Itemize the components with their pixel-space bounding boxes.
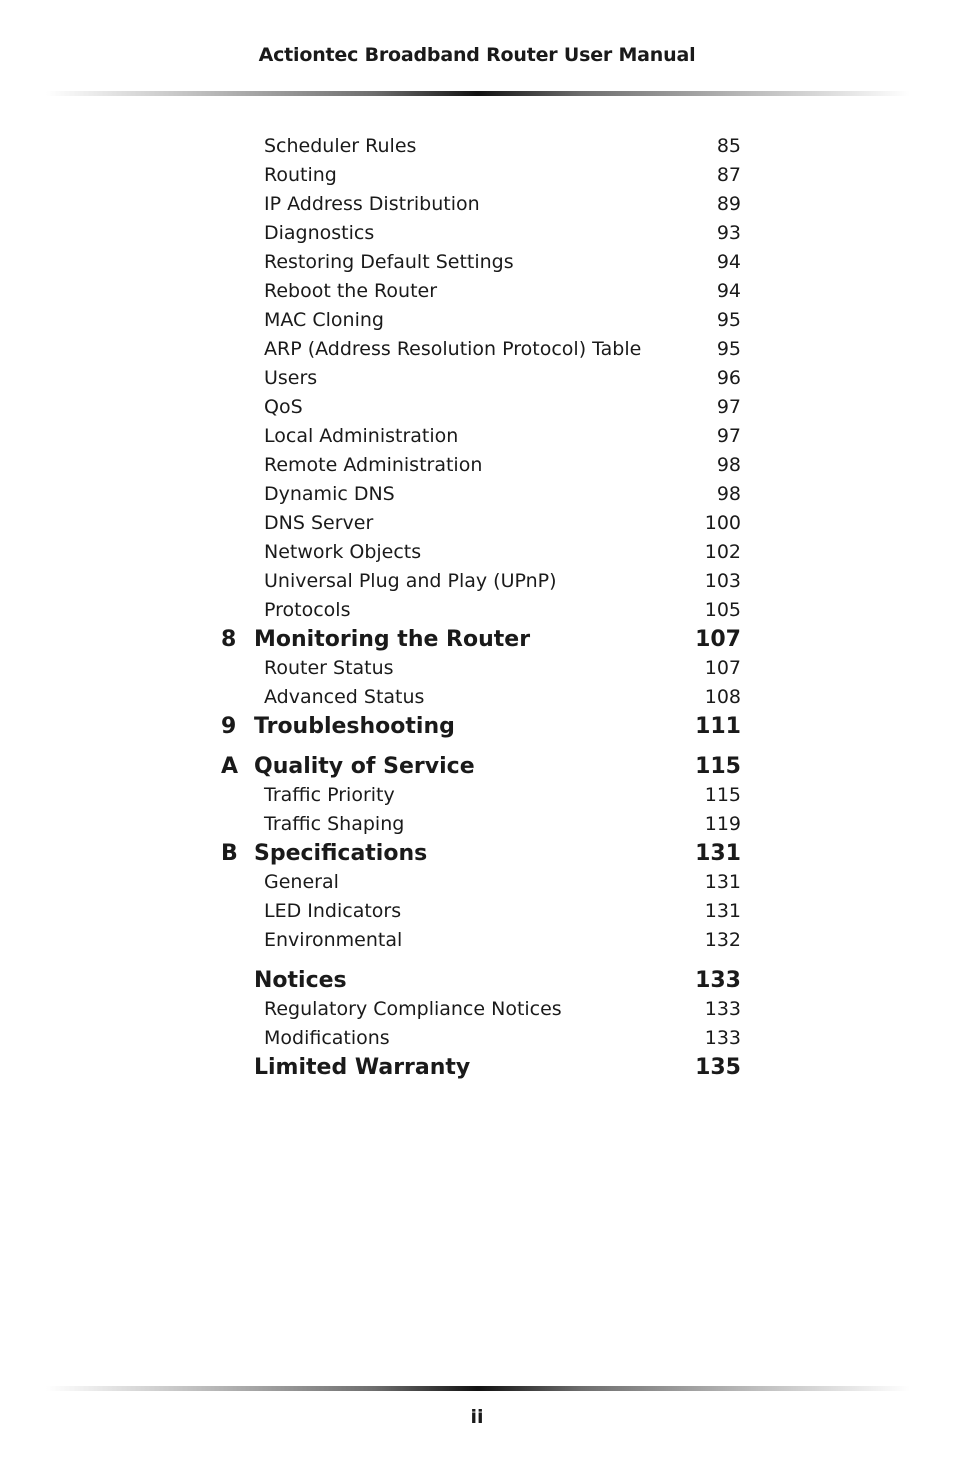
toc-entry-label: Reboot the Router [264,280,438,302]
toc-section-entry[interactable] [0,654,954,683]
header-divider [46,91,910,96]
toc-chapter-number: A [221,754,239,779]
toc-chapter-entry[interactable] [0,712,954,741]
toc-entry-label: Regulatory Compliance Notices [264,998,562,1020]
toc-entry-label: Monitoring the Router [254,627,531,652]
toc-entry-page: 135 [695,1055,741,1080]
toc-entry-label: Local Administration [264,425,459,447]
toc-entry-page: 94 [716,251,741,273]
toc-chapter-number: 9 [221,714,237,739]
toc-section-entry[interactable] [0,248,954,277]
toc-entry-page: 133 [704,998,741,1020]
toc-entry-label: MAC Cloning [264,309,384,331]
toc-entry-label: Notices [254,968,347,993]
toc-entry-label: IP Address Distribution [264,193,480,215]
toc-chapter-entry[interactable] [0,839,954,868]
toc-section-entry[interactable] [0,306,954,335]
toc-entry-label: Limited Warranty [254,1055,471,1080]
toc-entry-label: Protocols [264,599,351,621]
table-of-contents [0,132,954,1082]
toc-section-entry[interactable] [0,480,954,509]
toc-entry-label: Traffic Shaping [264,813,405,835]
toc-entry-page: 133 [704,1027,741,1049]
toc-entry-page: 115 [695,754,741,779]
toc-section-entry[interactable] [0,190,954,219]
toc-entry-page: 96 [716,367,741,389]
footer-divider [46,1386,910,1391]
toc-entry-label: ARP (Address Resolution Protocol) Table [264,338,642,360]
toc-entry-page: 94 [716,280,741,302]
toc-entry-label: LED Indicators [264,900,402,922]
toc-section-entry[interactable] [0,926,954,955]
toc-section-entry[interactable] [0,1024,954,1053]
toc-section-entry[interactable] [0,132,954,161]
toc-entry-page: 97 [716,425,741,447]
toc-entry-label: Quality of Service [254,754,475,779]
toc-entry-label: Remote Administration [264,454,483,476]
toc-section-entry[interactable] [0,897,954,926]
toc-entry-page: 93 [716,222,741,244]
page-number: ii [470,1406,484,1428]
toc-entry-page: 105 [704,599,741,621]
toc-entry-label: Dynamic DNS [264,483,395,505]
toc-entry-page: 131 [704,871,741,893]
toc-chapter-entry[interactable] [0,752,954,781]
toc-section-entry[interactable] [0,995,954,1024]
toc-entry-page: 119 [704,813,741,835]
toc-entry-label: Diagnostics [264,222,375,244]
toc-section-entry[interactable] [0,596,954,625]
toc-entry-label: Universal Plug and Play (UPnP) [264,570,557,592]
toc-entry-page: 100 [704,512,741,534]
toc-entry-label: General [264,871,339,893]
toc-section-entry[interactable] [0,868,954,897]
toc-section-entry[interactable] [0,393,954,422]
toc-entry-page: 89 [716,193,741,215]
toc-section-entry[interactable] [0,509,954,538]
toc-entry-label: Restoring Default Settings [264,251,514,273]
toc-entry-page: 132 [704,929,741,951]
toc-entry-label: Modifications [264,1027,390,1049]
toc-chapter-number: B [221,841,238,866]
toc-entry-page: 131 [704,900,741,922]
toc-section-entry[interactable] [0,335,954,364]
toc-section-entry[interactable] [0,451,954,480]
toc-entry-page: 111 [695,714,741,739]
toc-entry-label: Router Status [264,657,394,679]
toc-entry-label: Troubleshooting [254,714,455,739]
toc-entry-label: Routing [264,164,337,186]
toc-entry-page: 87 [716,164,741,186]
toc-entry-page: 102 [704,541,741,563]
toc-entry-label: Specifications [254,841,428,866]
toc-chapter-number: 8 [221,627,237,652]
toc-entry-page: 98 [716,454,741,476]
toc-entry-label: DNS Server [264,512,374,534]
toc-entry-label: Environmental [264,929,403,951]
toc-chapter-entry[interactable] [0,1053,954,1082]
toc-entry-page: 95 [716,338,741,360]
toc-entry-page: 133 [695,968,741,993]
toc-entry-label: Users [264,367,318,389]
toc-chapter-entry[interactable] [0,625,954,654]
toc-entry-page: 107 [704,657,741,679]
toc-entry-page: 98 [716,483,741,505]
toc-section-entry[interactable] [0,364,954,393]
toc-entry-page: 97 [716,396,741,418]
toc-entry-label: Scheduler Rules [264,135,417,157]
toc-entry-label: Network Objects [264,541,422,563]
toc-entry-label: QoS [264,396,303,418]
toc-section-entry[interactable] [0,219,954,248]
toc-entry-label: Traffic Priority [264,784,395,806]
toc-entry-page: 107 [695,627,741,652]
toc-entry-page: 108 [704,686,741,708]
toc-entry-label: Advanced Status [264,686,425,708]
header-title: Actiontec Broadband Router User Manual [258,44,696,66]
toc-section-entry[interactable] [0,683,954,712]
toc-section-entry[interactable] [0,538,954,567]
toc-entry-page: 131 [695,841,741,866]
toc-section-entry[interactable] [0,422,954,451]
toc-entry-page: 85 [716,135,741,157]
toc-section-entry[interactable] [0,277,954,306]
toc-entry-page: 115 [704,784,741,806]
toc-section-entry[interactable] [0,781,954,810]
toc-chapter-entry[interactable] [0,966,954,995]
toc-entry-page: 103 [704,570,741,592]
toc-entry-page: 95 [716,309,741,331]
toc-section-entry[interactable] [0,161,954,190]
toc-section-entry[interactable] [0,810,954,839]
toc-section-entry[interactable] [0,567,954,596]
